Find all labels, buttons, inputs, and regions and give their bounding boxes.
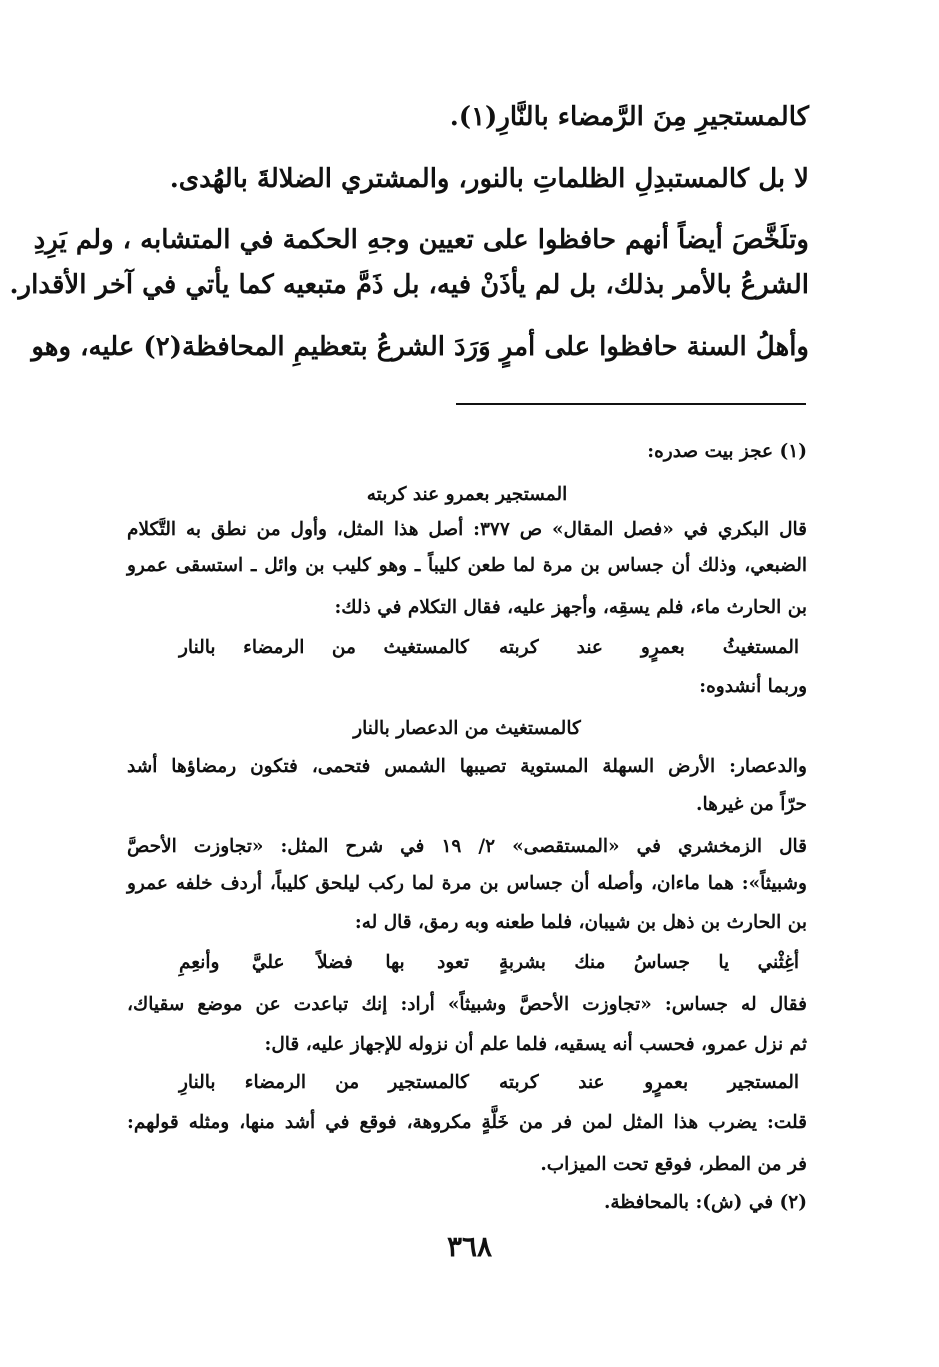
footnote-verse-2 [179,948,799,978]
footnote-verse-1 [179,633,799,663]
footnote-line: بن الحارث بن ذهل بن شيبان، فلما طعنه وبه رمق، قال له: [354,912,807,933]
footnote-2: (٢) في (ش): بالمحافظة. [603,1192,807,1213]
footnote-line: قال البكري في «فصل المقال» ص ٣٧٧: أصل هذا المثل، وأول من نطق به التَّكلام [127,519,808,540]
body-line-1: كالمستجيرِ مِنَ الرَّمضاء بالنَّارِ(١). [449,102,809,132]
footnote-line: وربما أنشدوه: [699,676,807,697]
footnote-line: والدعصار: الأرض السهلة المستوية تصيبها الشمس فتحمى، فتكون رمضاؤها أشد [127,756,807,777]
body-line-2: لا بل كالمستبدِلِ الظلماتِ بالنور، والمشتري الضلالةَ بالهُدى. [169,164,809,194]
verse-3-first-hemistich: المستجير بعمرٍو عند كربته [499,1072,799,1093]
body-line-5: وأهلُ السنة حافظوا على أمرٍ وَرَدَ الشرعُ بتعظيمِ المحافظة(٢) عليه، وهو [31,332,809,362]
footnote-verse-hemistich: كالمستغيث من الدعصار بالنار [353,718,581,739]
footnote-line: ثم نزل عمرو، فحسب أنه يسقيه، فلما علم أن نزوله للإجهاز عليه، قال: [264,1034,807,1055]
verse-3-second-hemistich: كالمستجير من الرمضاء بالنارِ [179,1072,469,1093]
footnote-verse-hemistich: المستجير بعمرو عند كربته [366,484,568,505]
verse-1-second-hemistich: كالمستغيث من الرمضاء بالنار [179,637,469,658]
body-line-3: وتلَخَّصَ أيضاً أنهم حافظوا على تعيين وجهِ الحكمة في المتشابه ، ولم يَرِدِ [33,225,809,255]
footnote-1-heading: (١) عجز بيت صدره: [647,441,807,462]
verse-1-first-hemistich: المستغيثُ بعمرٍو عند كربته [499,637,799,658]
footnote-line: وشبيثاً»: هما ماءان، وأصله أن جساس بن مرة لما ركب ليلحق كليباً، أردف خلفه عمرو [127,873,807,894]
footnote-line: حرّاً من غيرها. [696,794,807,815]
footnote-line: بن الحارث ماء، فلم يسقِه، وأجهز عليه، فقال التكلام في ذلك: [334,597,807,618]
body-line-4: الشرعُ بالأمر بذلك، بل لم يأذَنْ فيه، بل ذَمَّ متبعيه كما يأتي في آخر الأقدار. [9,270,809,300]
verse-2-second-hemistich: تعود بها فضلاً عليَّ وأنعِمِ [179,952,469,973]
footnote-line: قلت: يضرب هذا المثل لمن فر من خَلَّةٍ مكروهة، فوقع في أشد منها، ومثله قولهم: [127,1112,807,1133]
page-number: ٣٦٨ [446,1230,493,1263]
footnote-line: فقال له جساس: «تجاوزت الأحصَّ وشبيثاً» أراد: إنك تباعدت عن موضع سقياك، [127,994,807,1015]
footnote-separator [456,403,806,405]
footnote-line: الضبعي، وذلك أن جساس بن مرة لما طعن كليباً ـ وهو كليب بن وائل ـ استسقى عمرو [127,555,807,576]
footnote-line: قال الزمخشري في «المستقصى» ٢/ ١٩ في شرح المثل: «تجاوزت الأحصَّ [127,836,807,857]
footnote-verse-3 [179,1068,799,1098]
footnote-line: فر من المطر، فوقع تحت الميزاب. [540,1154,807,1175]
verse-2-first-hemistich: أغِثْني يا جساسُ منك بشربةٍ [499,952,799,973]
